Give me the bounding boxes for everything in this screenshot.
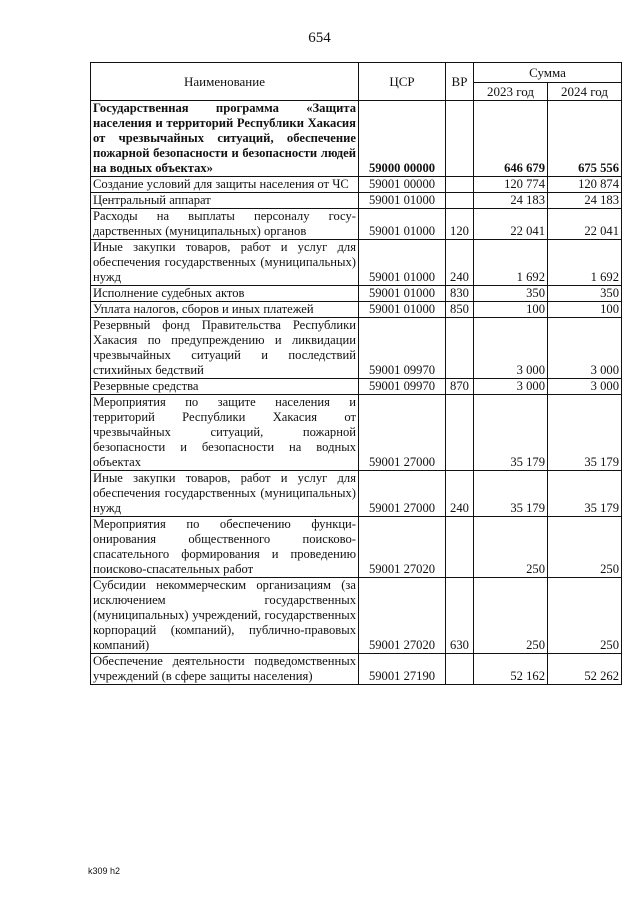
row-sum-2024: 52 262	[548, 654, 622, 685]
table-row	[91, 654, 622, 685]
row-sum-2024: 250	[548, 578, 622, 654]
row-csr: 59000 00000	[359, 101, 446, 177]
row-csr: 59001 27020	[359, 578, 446, 654]
row-vr	[446, 193, 474, 209]
row-sum-2023: 3 000	[474, 379, 548, 395]
row-sum-2023: 35 179	[474, 395, 548, 471]
header-csr: ЦСР	[359, 63, 446, 101]
row-vr: 630	[446, 578, 474, 654]
table-row	[91, 395, 622, 471]
row-name: Мероприятия по защите населения и территорий Республики Хакасия от чрезвычайных ситуаций, пожарной безопасности и безопасности на водных объектах	[91, 395, 359, 471]
row-sum-2023: 24 183	[474, 193, 548, 209]
table-row	[91, 101, 622, 177]
row-csr: 59001 01000	[359, 302, 446, 318]
row-vr: 830	[446, 286, 474, 302]
row-vr: 850	[446, 302, 474, 318]
row-vr	[446, 517, 474, 578]
table-row	[91, 193, 622, 209]
table-row	[91, 177, 622, 193]
budget-table	[90, 62, 622, 685]
row-vr: 870	[446, 379, 474, 395]
row-name: Иные закупки товаров, работ и услуг для обеспечения государственных (муниципальных) нужд	[91, 471, 359, 517]
row-name: Мероприятия по обеспечению функционирования общественного поисково-спасательного формирования и проведению поисково-спасательных работ	[91, 517, 359, 578]
row-name: Резервные средства	[91, 379, 359, 395]
row-name: Государственная программа «Защита населения и территорий Республики Хакасия от чрезвычайных ситуаций, обеспечение пожарной безопасности и безопасности людей на водных объектах»	[91, 101, 359, 177]
row-sum-2023: 3 000	[474, 318, 548, 379]
row-csr: 59001 27190	[359, 654, 446, 685]
row-name: Создание условий для защиты населения от ЧС	[91, 177, 359, 193]
row-sum-2023: 250	[474, 517, 548, 578]
row-sum-2024: 350	[548, 286, 622, 302]
row-name: Обеспечение деятельности подведомственных учреждений (в сфере защиты населения)	[91, 654, 359, 685]
row-name: Иные закупки товаров, работ и услуг для обеспечения государственных (муниципальных) нужд	[91, 240, 359, 286]
row-csr: 59001 27020	[359, 517, 446, 578]
row-sum-2024: 3 000	[548, 379, 622, 395]
row-name: Субсидии некоммерческим организациям (за исключением государственных (муниципальных) учреждений, государственных корпораций (компаний), публично-правовых компаний)	[91, 578, 359, 654]
row-vr	[446, 654, 474, 685]
row-sum-2023: 350	[474, 286, 548, 302]
row-sum-2024: 35 179	[548, 471, 622, 517]
row-sum-2024: 250	[548, 517, 622, 578]
table-row	[91, 318, 622, 379]
row-csr: 59001 01000	[359, 286, 446, 302]
page-number: 654	[308, 30, 331, 46]
row-csr: 59001 00000	[359, 177, 446, 193]
table-row	[91, 379, 622, 395]
table-row	[91, 302, 622, 318]
table-row	[91, 471, 622, 517]
row-name: Центральный аппарат	[91, 193, 359, 209]
table-row	[91, 286, 622, 302]
row-name: Резервный фонд Правительства Республики Хакасия по предупреждению и ликвидации чрезвычайных ситуаций и последствий стихийных бедствий	[91, 318, 359, 379]
row-sum-2024: 100	[548, 302, 622, 318]
row-sum-2023: 52 162	[474, 654, 548, 685]
header-year-2024: 2024 год	[548, 83, 622, 101]
row-sum-2024: 120 874	[548, 177, 622, 193]
row-sum-2023: 22 041	[474, 209, 548, 240]
row-name: Исполнение судебных актов	[91, 286, 359, 302]
row-csr: 59001 01000	[359, 193, 446, 209]
row-vr: 240	[446, 240, 474, 286]
row-vr	[446, 177, 474, 193]
row-csr: 59001 27000	[359, 395, 446, 471]
row-csr: 59001 09970	[359, 379, 446, 395]
header-vr: ВР	[446, 63, 474, 101]
row-vr: 240	[446, 471, 474, 517]
row-sum-2024: 24 183	[548, 193, 622, 209]
row-sum-2023: 1 692	[474, 240, 548, 286]
row-csr: 59001 01000	[359, 209, 446, 240]
footer-code: k309 h2	[88, 866, 121, 876]
row-csr: 59001 27000	[359, 471, 446, 517]
header-year-2023: 2023 год	[474, 83, 548, 101]
table-row	[91, 209, 622, 240]
row-name: Уплата налогов, сборов и иных платежей	[91, 302, 359, 318]
row-sum-2023: 120 774	[474, 177, 548, 193]
row-name: Расходы на выплаты персоналу государственных (муниципальных) органов	[91, 209, 359, 240]
row-vr: 120	[446, 209, 474, 240]
row-sum-2023: 250	[474, 578, 548, 654]
row-sum-2023: 35 179	[474, 471, 548, 517]
table-row	[91, 517, 622, 578]
row-csr: 59001 09970	[359, 318, 446, 379]
row-vr	[446, 318, 474, 379]
row-sum-2024: 3 000	[548, 318, 622, 379]
row-sum-2024: 1 692	[548, 240, 622, 286]
row-vr	[446, 101, 474, 177]
row-sum-2023: 100	[474, 302, 548, 318]
row-sum-2024: 35 179	[548, 395, 622, 471]
row-sum-2024: 22 041	[548, 209, 622, 240]
table-row	[91, 240, 622, 286]
row-sum-2024: 675 556	[548, 101, 622, 177]
header-sum: Сумма	[474, 63, 622, 83]
row-csr: 59001 01000	[359, 240, 446, 286]
table-row	[91, 578, 622, 654]
header-name: Наименование	[91, 63, 359, 101]
row-vr	[446, 395, 474, 471]
row-sum-2023: 646 679	[474, 101, 548, 177]
